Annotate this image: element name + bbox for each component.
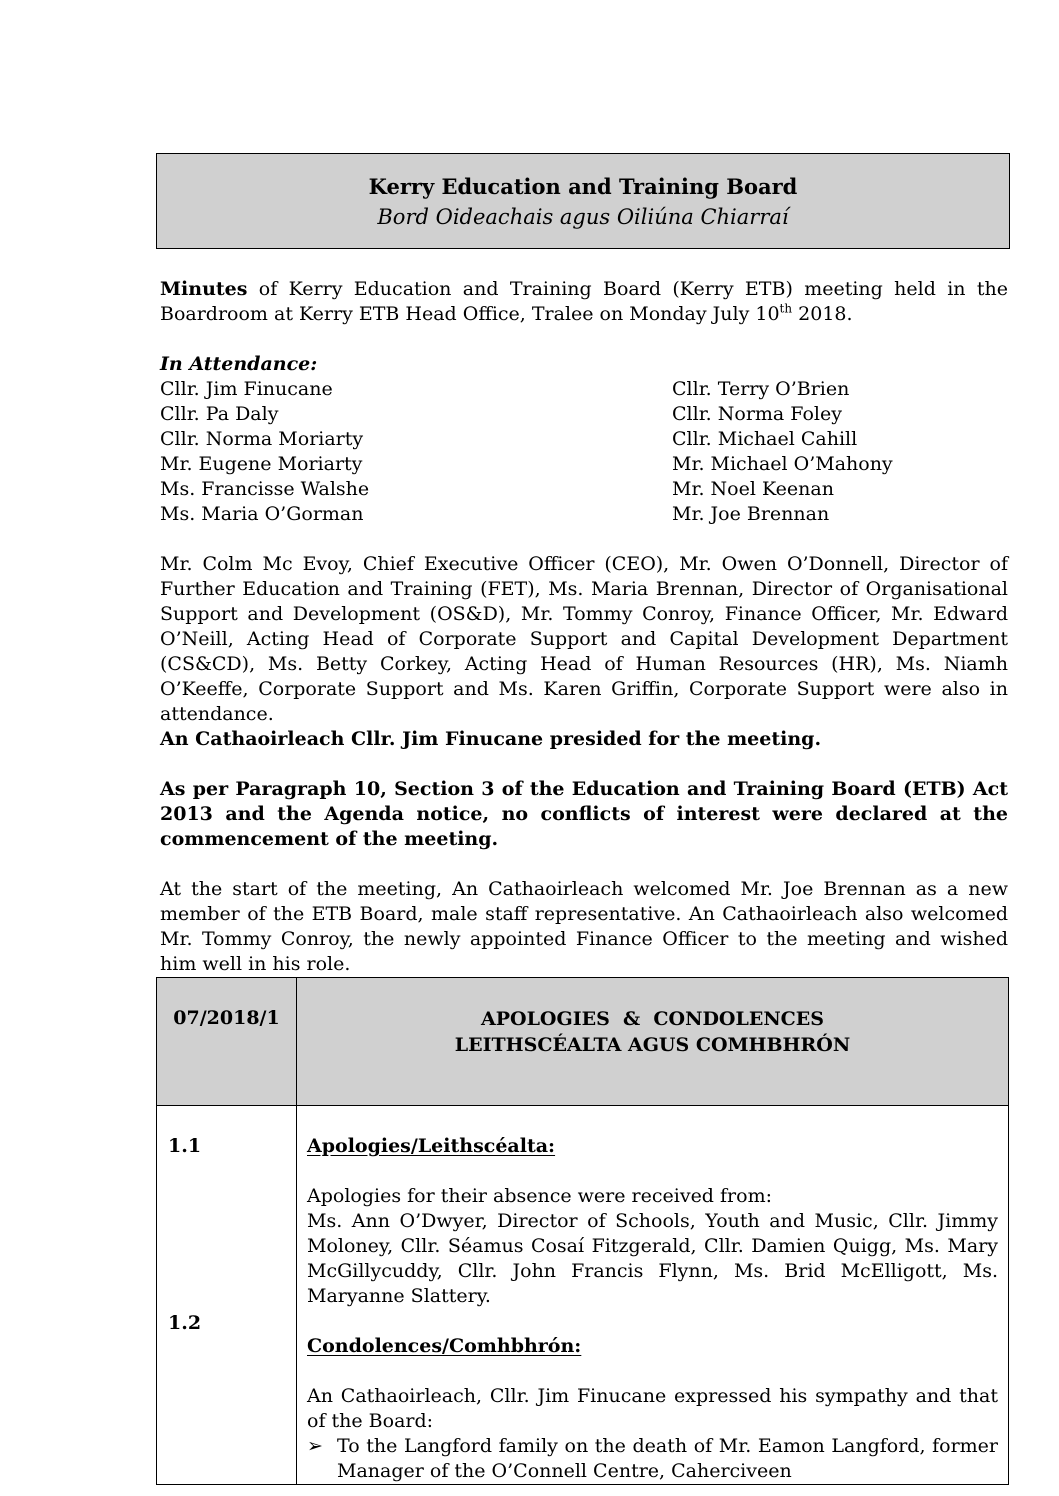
intro-text-end: 2018. (792, 303, 853, 325)
agenda-title-english: APOLOGIES & CONDOLENCES (480, 1008, 825, 1030)
board-title-irish: Bord Oideachais agus Oiliúna Chiarraí (377, 205, 789, 229)
condolences-heading: Condolences/Comhbhrón: (307, 1335, 582, 1357)
apologies-list: Ms. Ann O’Dwyer, Director of Schools, Youth and Music, Cllr. Jimmy Moloney, Cllr. Séamus Cosaí Fitzgerald, Cllr. Damien Quigg, Ms. Mary McGillycuddy, Cllr. John Francis Flynn, Ms. Brid McElligott, Ms. Maryanne Slattery. (307, 1210, 998, 1307)
attendee: Mr. Michael O’Mahony (672, 453, 893, 475)
section-number: 1.2 (168, 1312, 202, 1334)
presided-statement: An Cathaoirleach Cllr. Jim Finucane presided for the meeting. (160, 728, 822, 750)
attendee: Cllr. Michael Cahill (672, 428, 858, 450)
condolence-bullet (307, 1434, 998, 1484)
attendance-heading (160, 352, 1008, 377)
title-box (156, 153, 1010, 249)
condolence-text: To the Langford family on the death of Mr. Eamon Langford, former Manager of the O’Connell Centre, Caherciveen (337, 1435, 998, 1482)
agenda-item-title (297, 978, 1009, 1106)
conflicts-statement: As per Paragraph 10, Section 3 of the Education and Training Board (ETB) Act 2013 and the Agenda notice, no conflicts of interest were declared at the commencement of the meeting. (160, 778, 1008, 850)
attendee: Cllr. Pa Daly (160, 403, 279, 425)
board-title-english: Kerry Education and Training Board (368, 174, 798, 199)
attendance-heading-text: In Attendance: (160, 353, 318, 375)
section-number: 1.1 (168, 1135, 202, 1157)
attendee: Ms. Maria O’Gorman (160, 503, 364, 525)
attendee: Cllr. Norma Foley (672, 403, 842, 425)
attendee: Ms. Francisse Walshe (160, 478, 370, 500)
intro-text: of Kerry Education and Training Board (Kerry ETB) meeting held in the Boardroom at Kerry ETB Head Office, Tralee on Monday July 10 (160, 278, 1008, 325)
attendee: Cllr. Jim Finucane (160, 378, 333, 400)
apologies-intro: Apologies for their absence were received from: (307, 1185, 772, 1207)
attendee: Cllr. Norma Moriarty (160, 428, 364, 450)
section-numbers (157, 1106, 297, 1485)
agenda-item-table (156, 977, 1009, 1485)
agenda-item-body (157, 1106, 1009, 1485)
arrow-bullet-icon: ➢ (307, 1435, 323, 1457)
attendee: Mr. Joe Brennan (672, 503, 830, 525)
agenda-item-header (157, 978, 1009, 1106)
apologies-heading: Apologies/Leithscéalta: (307, 1135, 556, 1157)
condolences-intro: An Cathaoirleach, Cllr. Jim Finucane expressed his sympathy and that of the Board: (307, 1385, 998, 1432)
agenda-item-number: 07/2018/1 (157, 978, 297, 1106)
attendee: Mr. Noel Keenan (672, 478, 834, 500)
minutes-lead: Minutes (160, 278, 248, 300)
attendee: Cllr. Terry O’Brien (672, 378, 850, 400)
date-suffix: th (779, 301, 793, 316)
section-content (297, 1106, 1009, 1485)
agenda-title-irish: LEITHSCÉALTA AGUS COMHBHRÓN (454, 1034, 851, 1056)
staff-attendance-paragraph: Mr. Colm Mc Evoy, Chief Executive Officer (CEO), Mr. Owen O’Donnell, Director of Further Education and Training (FET), Ms. Maria Brennan, Director of Organisational Support and Development (OS&D), Mr. Tommy Conroy, Finance Officer, Mr. Edward O’Neill, Acting Head of Corporate Support and Capital Development Department (CS&CD), Ms. Betty Corkey, Acting Head of Human Resources (HR), Ms. Niamh O’Keeffe, Corporate Support and Ms. Karen Griffin, Corporate Support were also in attendance. (160, 553, 1008, 725)
welcome-paragraph: At the start of the meeting, An Cathaoirleach welcomed Mr. Joe Brennan as a new member of the ETB Board, male staff representative. An Cathaoirleach also welcomed Mr. Tommy Conroy, the newly appointed Finance Officer to the meeting and wished him well in his role. (160, 878, 1008, 975)
attendee: Mr. Eugene Moriarty (160, 453, 363, 475)
attendance-column-right (672, 377, 893, 527)
minutes-intro (160, 277, 1008, 327)
attendance-column-left (160, 377, 369, 527)
